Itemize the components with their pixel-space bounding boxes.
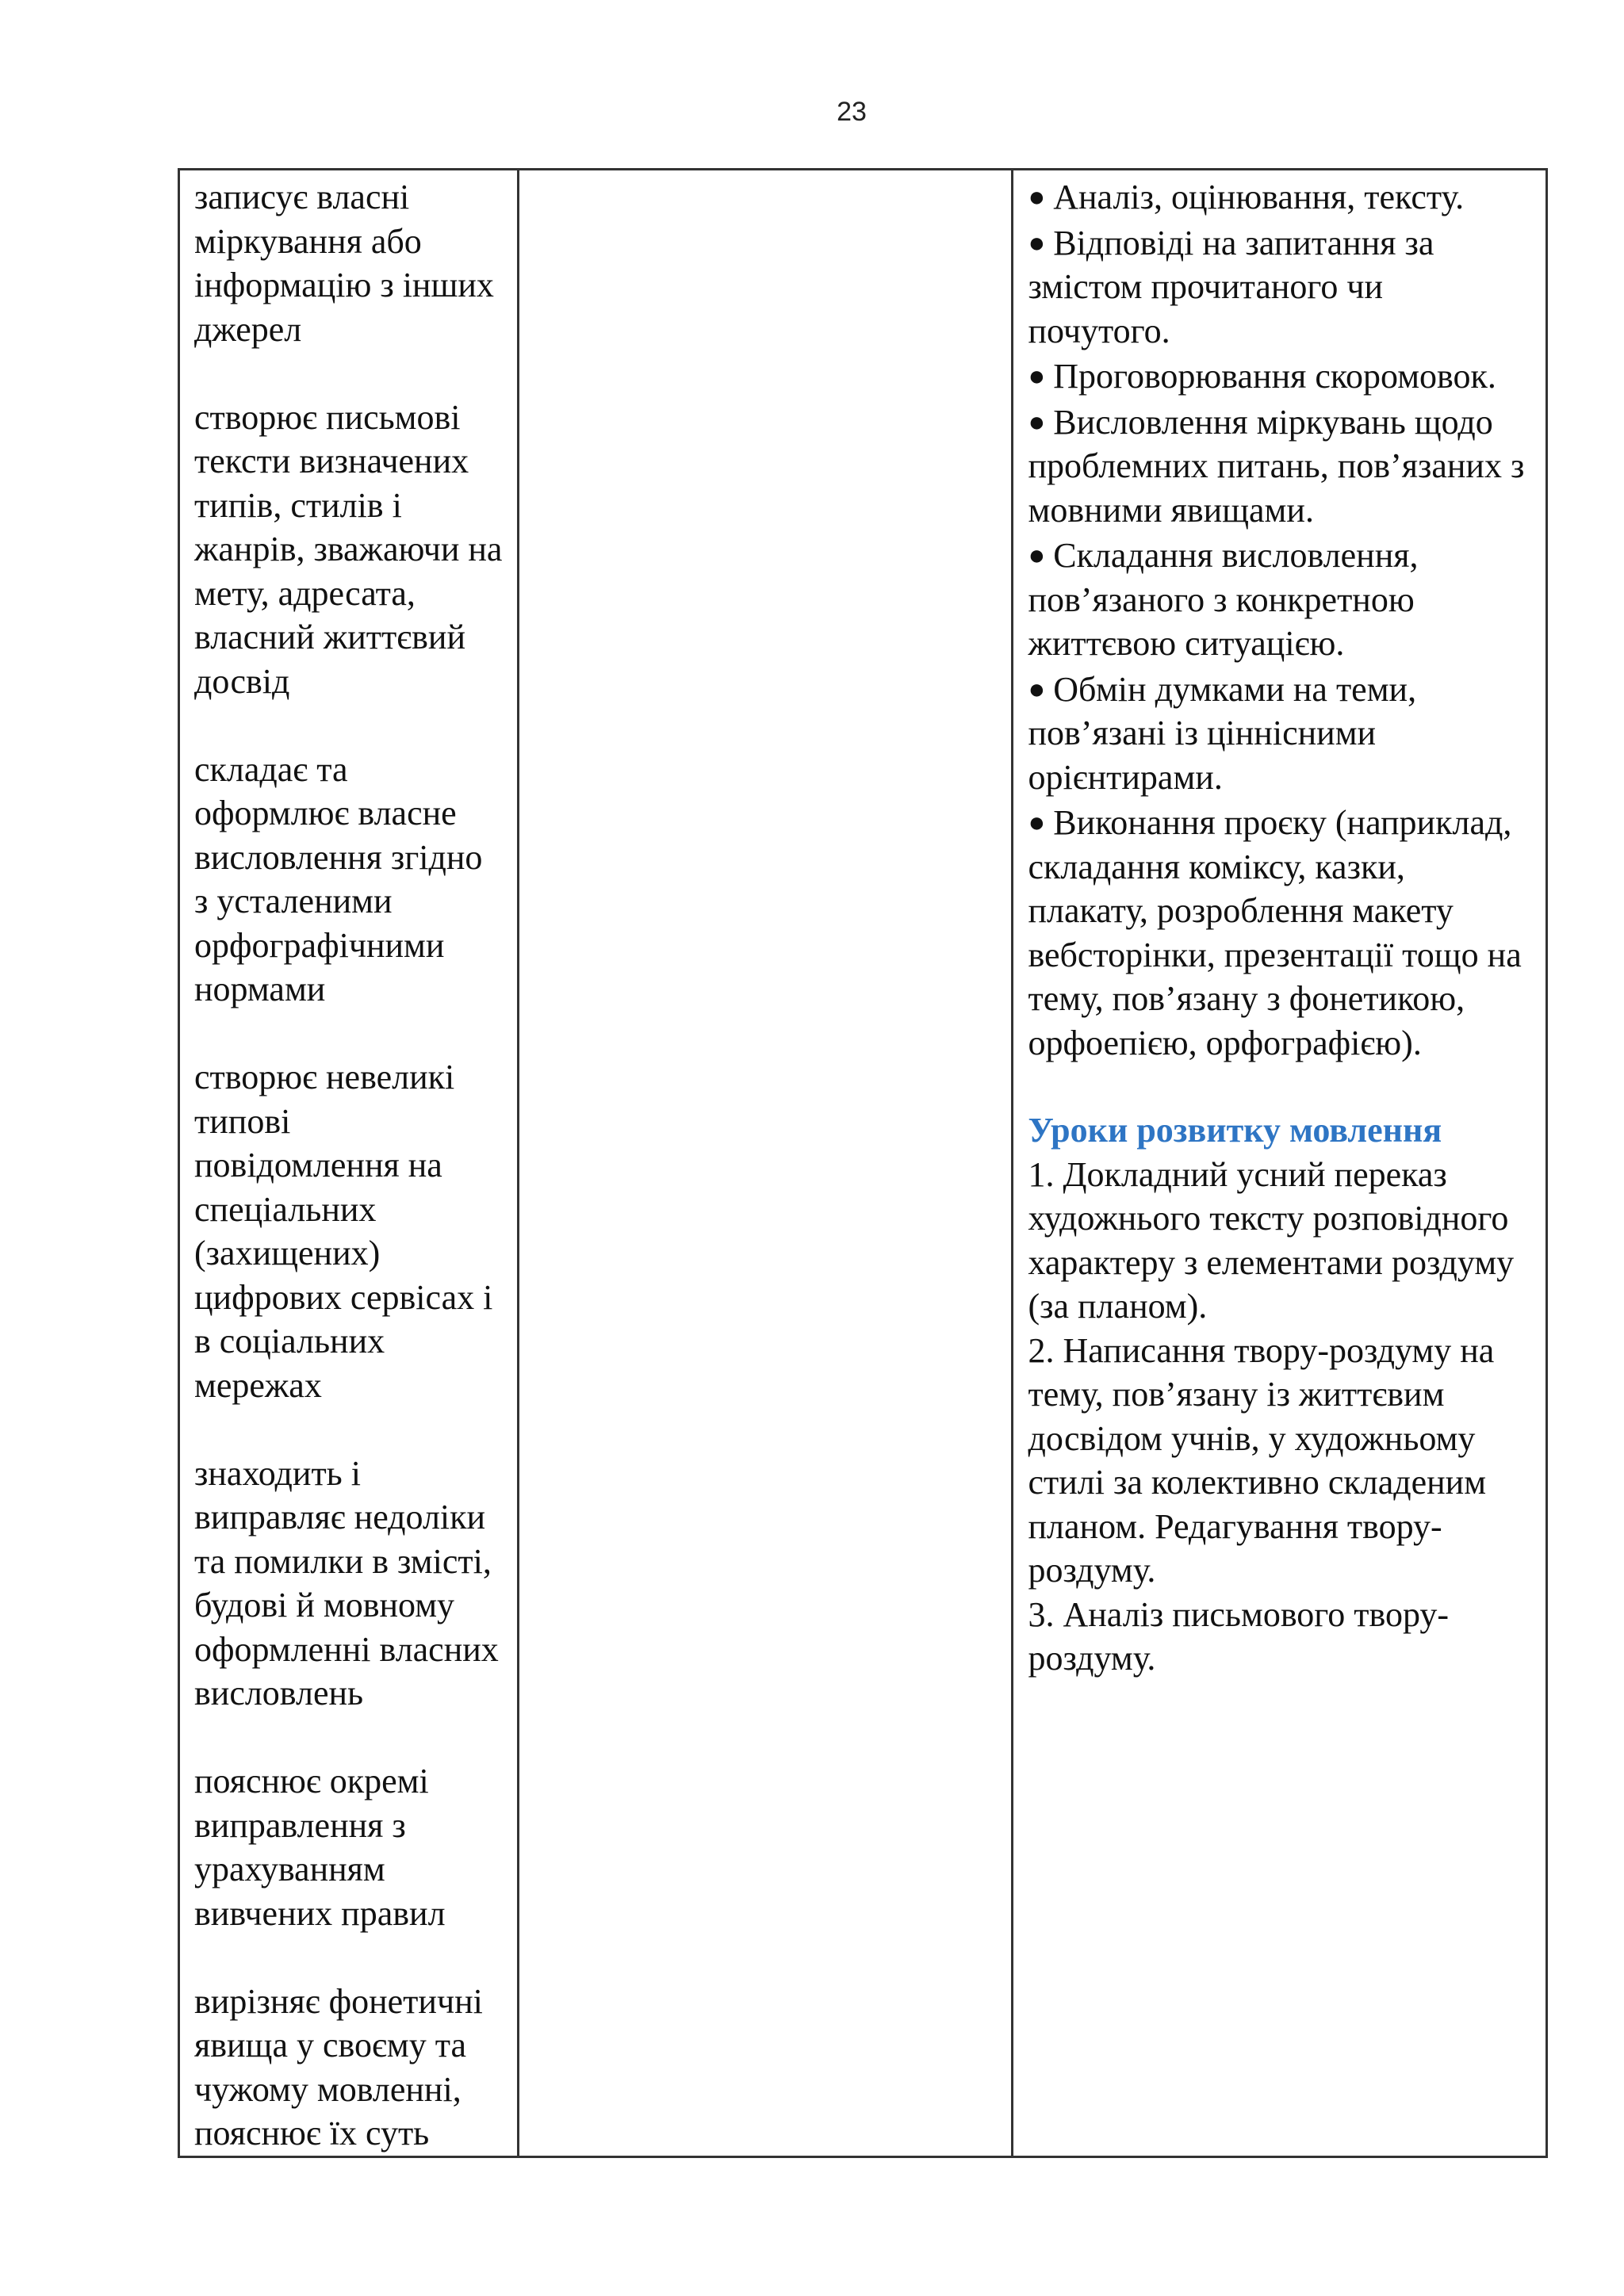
page-number: 23 xyxy=(837,97,867,127)
lesson-item: 2. Написання твору-роздуму на тему, пов’язану із життєвим досвідом учнів, у художньому стилі за колективно складеним планом. Редагування твору-роздуму. xyxy=(1028,1330,1495,1590)
activity-item xyxy=(1028,534,1531,666)
activity-text: Відповіді на запитання за змістом прочитаного чи почутого. xyxy=(1028,223,1434,350)
activity-item xyxy=(1028,668,1531,800)
outcome-item: записує власні міркування або інформацію з інших джерел xyxy=(194,178,494,349)
bullet-icon: ● xyxy=(1028,806,1046,838)
bullet-icon: ● xyxy=(1028,360,1046,392)
content-cell xyxy=(519,170,1013,2157)
bullet-icon: ● xyxy=(1028,405,1046,438)
bullet-icon: ● xyxy=(1028,181,1046,212)
bullet-icon: ● xyxy=(1028,539,1046,571)
activity-text: Складання висловлення, пов’язаного з конкретною життєвою ситуацією. xyxy=(1028,536,1419,663)
activity-text: Висловлення міркувань щодо проблемних питань, пов’язаних з мовними явищами. xyxy=(1028,402,1525,530)
activity-item xyxy=(1028,221,1531,354)
bullet-icon: ● xyxy=(1028,672,1046,705)
activity-item xyxy=(1028,400,1531,533)
activity-text: Проговорювання скоромовок. xyxy=(1053,357,1496,396)
outcome-item: створює невеликі типові повідомлення на спеціальних (захищених) цифрових сервісах і в соціальних мережах xyxy=(194,1058,493,1405)
activity-item xyxy=(1028,175,1531,220)
lesson-item: 3. Аналіз письмового твору-роздуму. xyxy=(1028,1594,1450,1678)
outcome-item: пояснює окремі виправлення з урахуванням вивчених правил xyxy=(194,1762,446,1933)
activity-item xyxy=(1028,801,1531,1065)
activity-text: Аналіз, оцінювання, тексту. xyxy=(1053,178,1465,216)
lesson-item: 1. Докладний усний переказ художнього тексту розповідного характеру з елементами роздуму (за планом). xyxy=(1028,1154,1515,1326)
outcome-item: вирізняє фонетичні явища у своєму та чужому мовленні, пояснює їх суть xyxy=(194,1981,483,2152)
activities-cell xyxy=(1013,170,1547,2157)
table-row xyxy=(179,170,1547,2157)
outcomes-cell xyxy=(179,170,519,2157)
activity-text: Виконання проєку (наприклад, складання коміксу, казки, плакату, розроблення макету вебсторінки, презентації тощо на тему, пов’язану з фонетикою, орфоепією, орфографією). xyxy=(1028,803,1522,1062)
outcome-item: створює письмові тексти визначених типів, стилів і жанрів, зважаючи на мету, адресата, власний життєвий досвід xyxy=(194,397,503,701)
activity-item xyxy=(1028,354,1531,399)
outcome-item: складає та оформлює власне висловлення згідно з усталеними орфографічними нормами xyxy=(194,749,483,1008)
section-heading: Уроки розвитку мовлення xyxy=(1028,1111,1442,1150)
curriculum-table xyxy=(178,168,1548,2158)
activity-text: Обмін думками на теми, пов’язані із ціннісними орієнтирами. xyxy=(1028,669,1417,797)
bullet-icon: ● xyxy=(1028,226,1046,258)
outcome-item: знаходить і виправляє недоліки та помилки в змісті, будові й мовному оформленні власних висловлень xyxy=(194,1453,499,1712)
